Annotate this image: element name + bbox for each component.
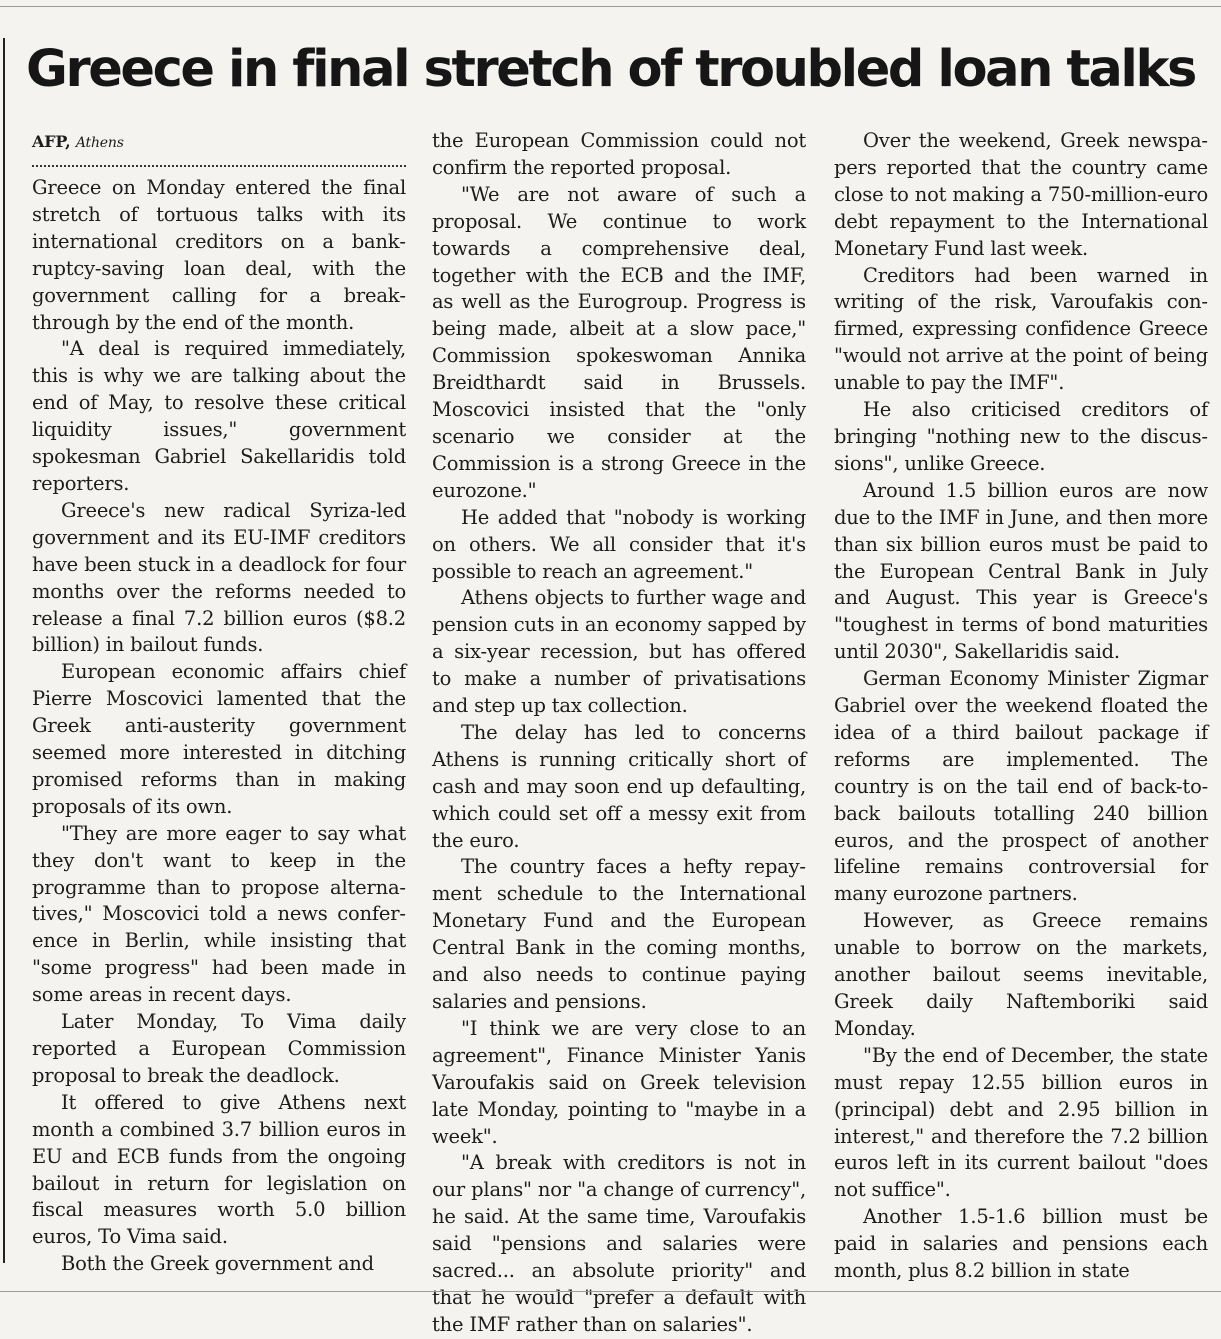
byline-city: Athens <box>75 135 124 151</box>
paragraph: Both the Greek government and <box>61 1252 374 1276</box>
paragraph: He also criticised creditors of bringing "nothing new to the discussions", unlike Greece. <box>834 398 1208 475</box>
bottom-rule <box>0 1291 1221 1292</box>
left-column-rule <box>3 38 5 1263</box>
byline-dotted-divider <box>32 157 406 167</box>
paragraph: Another 1.5-1.6 billion must be paid in salaries and pensions each month, plus 8.2 billion in state <box>834 1205 1208 1283</box>
paragraph: Creditors had been warned in writing of the risk, Varoufakis confirmed, expressing confidence Greece "would not arrive at the point of being unable to pay the IMF". <box>834 263 1208 395</box>
paragraph: However, as Greece remains unable to borrow on the markets, another bailout seems inevitable, Greek daily Naftemboriki said Monday. <box>834 909 1208 1040</box>
paragraph: He added that "nobody is working on others. We all consider that it's possible to reach an agreement." <box>432 505 806 583</box>
paragraph: The country faces a hefty repayment schedule to the International Monetary Fund and the European Central Bank in the coming months, and also needs to continue paying salaries and pensions. <box>432 855 806 1013</box>
paragraph: Around 1.5 billion euros are now due to the IMF in June, and then more than six billion euros must be paid to the European Central Bank in July and August. This year is Greece's "toughest in terms of bond maturities until 2030", Sakellaridis said. <box>834 478 1208 664</box>
paragraph: "We are not aware of such a proposal. We continue to work towards a comprehensive deal, together with the ECB and the IMF, as well as the Eurogroup. Progress is being made, albeit at a slow pace," Commission spokeswoman Annika Breidthardt said in Brussels. Moscovici insisted that the "only scenario we consider at the Commission is a strong Greece in the eurozone." <box>432 182 806 502</box>
paragraph: Later Monday, To Vima daily reported a European Commission proposal to break the deadlock. <box>32 1010 406 1087</box>
paragraph: Over the weekend, Greek newspapers reported that the country came close to not making a 750-million-euro debt repayment to the International Monetary Fund last week. <box>834 129 1208 260</box>
paragraph: European economic affairs chief Pierre Moscovici lamented that the Greek anti-austerity government seemed more interested in ditching promised reforms than in making proposals of its own. <box>32 660 406 818</box>
paragraph: "A deal is required immediately, this is why we are talking about the end of May, to resolve these critical liquidity issues," government spokesman Gabriel Sakellaridis told reporters. <box>32 337 406 495</box>
article-column-3 <box>834 128 1208 1283</box>
article-column-2 <box>432 128 806 1336</box>
paragraph: German Economy Minister Zigmar Gabriel over the weekend floated the idea of a third bailout package if reforms are implemented. The country is on the tail end of back-to-back bailouts totalling 240 billion euros, and the prospect of another lifeline remains controversial for many eurozone partners. <box>834 667 1208 906</box>
paragraph: The delay has led to concerns Athens is running critically short of cash and may soon end up defaulting, which could set off a messy exit from the euro. <box>432 720 806 852</box>
byline <box>32 128 406 157</box>
headline: Greece in final stretch of troubled loan talks <box>26 40 1195 99</box>
paragraph: "By the end of December, the state must repay 12.55 billion euros in (principal) debt and 2.95 billion in interest," and therefore the 7.2 billion euros left in its current bailout "does not suffice". <box>834 1043 1208 1202</box>
article-column-1 <box>32 128 406 1276</box>
top-rule <box>0 6 1221 7</box>
paragraph: Greece on Monday entered the final stretch of tortuous talks with its international creditors on a bankruptcy-saving loan deal, with the government calling for a breakthrough by the end of the month. <box>32 176 406 334</box>
paragraph: "I think we are very close to an agreement", Finance Minister Yanis Varoufakis said on Greek television late Monday, pointing to "maybe in a week". <box>432 1016 806 1148</box>
paragraph: Athens objects to further wage and pension cuts in an economy sapped by a six-year recession, but has offered to make a number of privatisations and step up tax collection. <box>432 586 806 718</box>
paragraph: the European Commission could not confirm the reported proposal. <box>432 129 806 179</box>
paragraph: "A break with creditors is not in our plans" nor "a change of currency", he said. At the same time, Varoufakis said "pensions and salaries were sacred... an absolute priority" and that he would "prefer a default with the IMF rather than on salaries". <box>432 1151 806 1336</box>
paragraph: "They are more eager to say what they don't want to keep in the programme than to propose alternatives," Moscovici told a news conference in Berlin, while insisting that "some progress" had been made in some areas in recent days. <box>32 821 406 1007</box>
paragraph: It offered to give Athens next month a combined 3.7 billion euros in EU and ECB funds from the ongoing bailout in return for legislation on fiscal measures worth 5.0 billion euros, To Vima said. <box>32 1090 406 1249</box>
paragraph: Greece's new radical Syriza-led government and its EU-IMF creditors have been stuck in a deadlock for four months over the reforms needed to release a final 7.2 billion euros ($8.2 billion) in bailout funds. <box>32 498 406 657</box>
byline-agency: AFP, <box>32 132 71 151</box>
